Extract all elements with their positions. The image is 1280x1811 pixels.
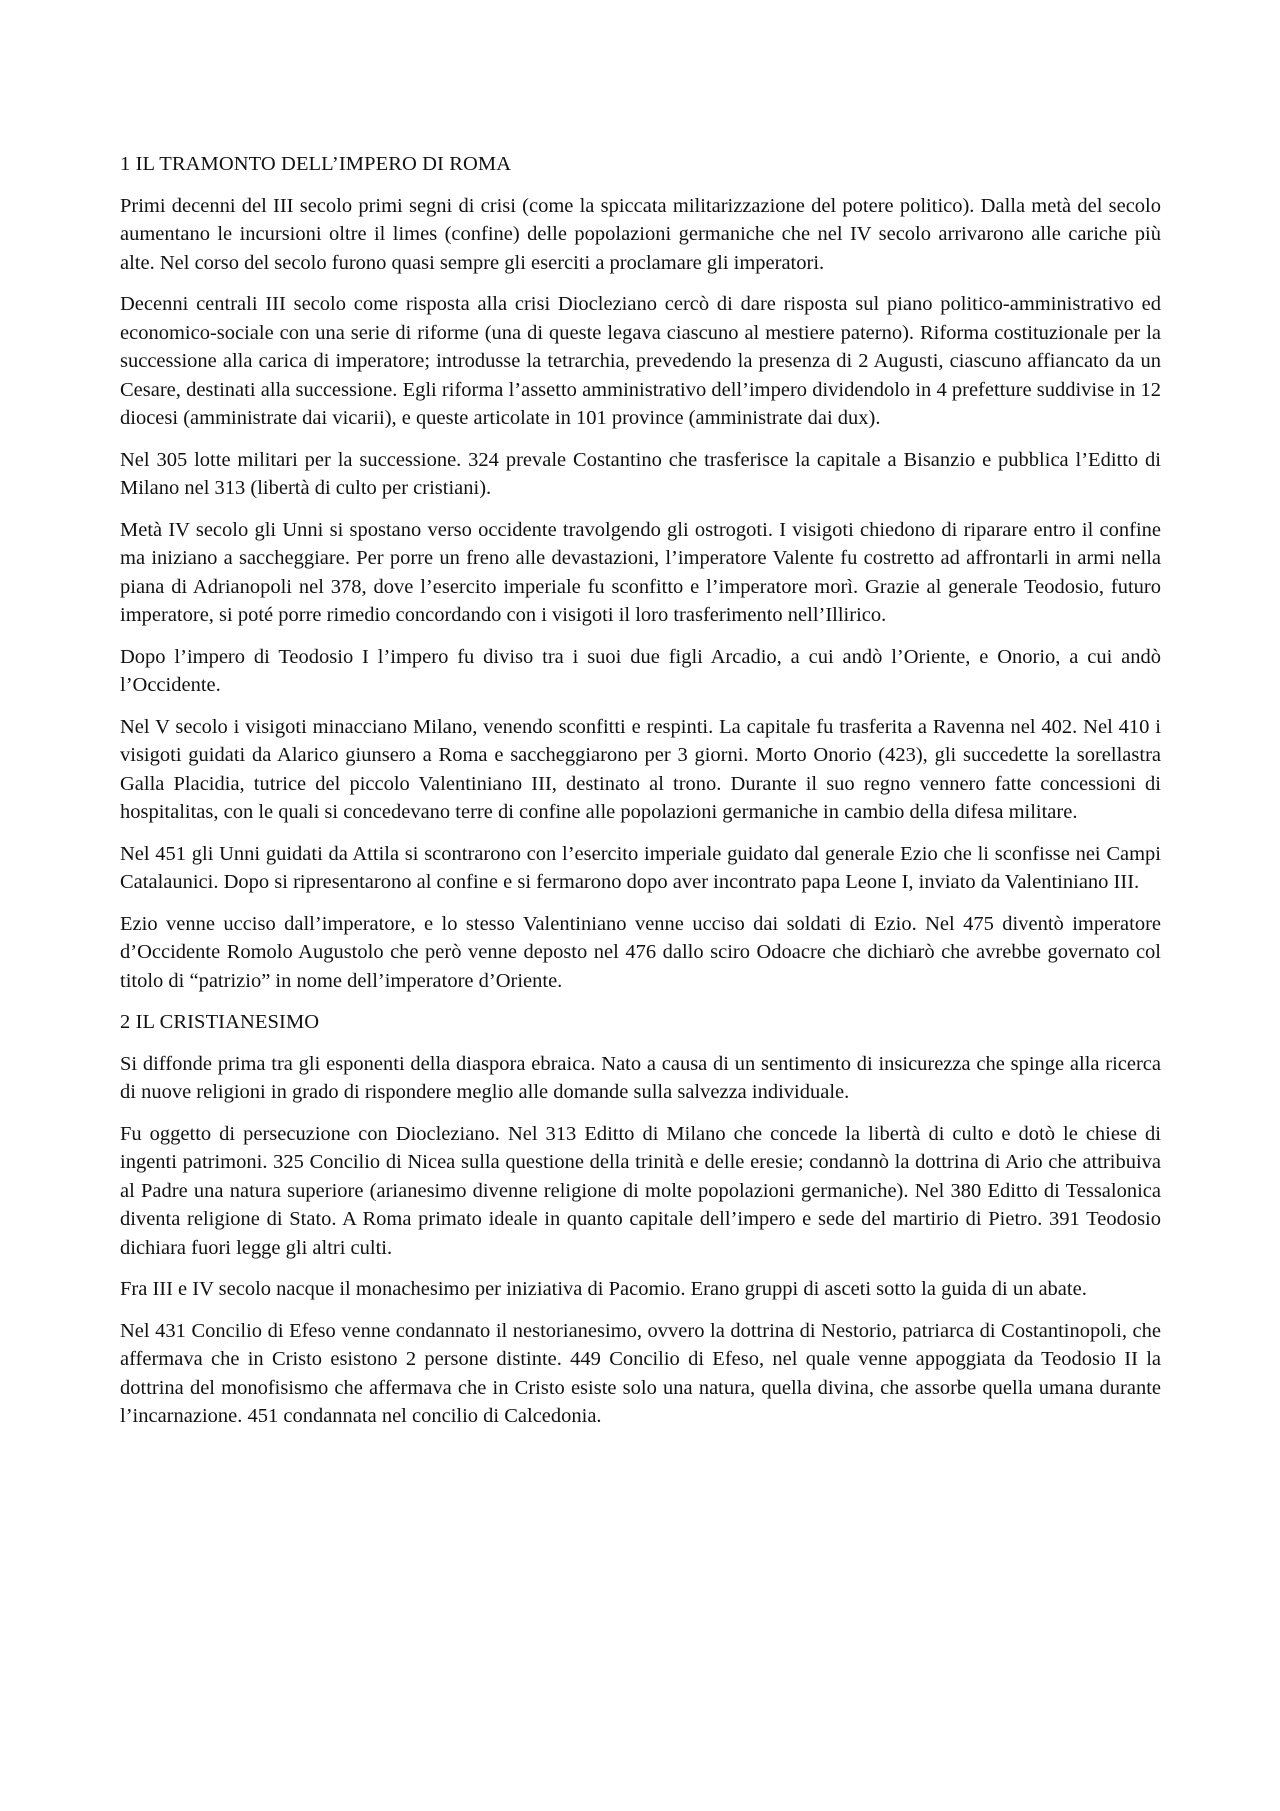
paragraph: Dopo l’impero di Teodosio I l’impero fu diviso tra i suoi due figli Arcadio, a cui andò l’Oriente, e Onorio, a cui andò l’Occidente.	[120, 645, 1161, 696]
paragraph: Nel V secolo i visigoti minacciano Milano, venendo sconfitti e respinti. La capitale fu trasferita a Ravenna nel 402. Nel 410 i visigoti guidati da Alarico giunsero a Roma e saccheggiarono per 3 giorni. Morto Onorio (423), gli succedette la sorellastra Galla Placidia, tutrice del piccolo Valentiniano III, destinato al trono. Durante il suo regno vennero fatte concessioni di hospitalitas, con le quali si concedevano terre di confine alle popolazioni germaniche in cambio della difesa militare.	[120, 715, 1161, 823]
paragraph: Si diffonde prima tra gli esponenti della diaspora ebraica. Nato a causa di un sentimento di insicurezza che spinge alla ricerca di nuove religioni in grado di rispondere meglio alle domande sulla salvezza individuale.	[120, 1052, 1161, 1103]
paragraph: Fu oggetto di persecuzione con Diocleziano. Nel 313 Editto di Milano che concede la libertà di culto e dotò le chiese di ingenti patrimoni. 325 Concilio di Nicea sulla questione della trinità e delle eresie; condannò la dottrina di Ario che attribuiva al Padre una natura superiore (arianesimo divenne religione di molte popolazioni germaniche). Nel 380 Editto di Tessalonica diventa religione di Stato. A Roma primato ideale in quanto capitale dell’impero e sede del martirio di Pietro. 391 Teodosio dichiara fuori legge gli altri culti.	[120, 1122, 1161, 1259]
paragraph: Ezio venne ucciso dall’imperatore, e lo stesso Valentiniano venne ucciso dai soldati di Ezio. Nel 475 diventò imperatore d’Occidente Romolo Augustolo che però venne deposto nel 476 dallo sciro Odoacre che dichiarò che avrebbe governato col titolo di “patrizio” in nome dell’imperatore d’Oriente.	[120, 912, 1161, 992]
section-heading-2: 2 IL CRISTIANESIMO	[120, 1011, 320, 1033]
document-page	[120, 150, 1161, 1444]
paragraph: Metà IV secolo gli Unni si spostano verso occidente travolgendo gli ostrogoti. I visigoti chiedono di riparare entro il confine ma iniziano a saccheggiare. Per porre un freno alle devastazioni, l’imperatore Valente fu costretto ad affrontarli in armi nella piana di Adrianopoli nel 378, dove l’esercito imperiale fu sconfitto e l’imperatore morì. Grazie al generale Teodosio, futuro imperatore, si poté porre rimedio concordando con i visigoti il loro trasferimento nell’Illirico.	[120, 518, 1161, 626]
paragraph: Primi decenni del III secolo primi segni di crisi (come la spiccata militarizzazione del potere politico). Dalla metà del secolo aumentano le incursioni oltre il limes (confine) delle popolazioni germaniche che nel IV secolo arrivarono alle cariche più alte. Nel corso del secolo furono quasi sempre gli eserciti a proclamare gli imperatori.	[120, 194, 1161, 274]
paragraph: Nel 305 lotte militari per la successione. 324 prevale Costantino che trasferisce la capitale a Bisanzio e pubblica l’Editto di Milano nel 313 (libertà di culto per cristiani).	[120, 448, 1161, 499]
paragraph: Nel 451 gli Unni guidati da Attila si scontrarono con l’esercito imperiale guidato dal generale Ezio che li sconfisse nei Campi Catalaunici. Dopo si ripresentarono al confine e si fermarono dopo aver incontrato papa Leone I, inviato da Valentiniano III.	[120, 842, 1161, 893]
paragraph: Fra III e IV secolo nacque il monachesimo per iniziativa di Pacomio. Erano gruppi di asceti sotto la guida di un abate.	[120, 1278, 1087, 1300]
paragraph: Decenni centrali III secolo come risposta alla crisi Diocleziano cercò di dare risposta sul piano politico-amministrativo ed economico-sociale con una serie di riforme (una di queste legava ciascuno al mestiere paterno). Riforma costituzionale per la successione alla carica di imperatore; introdusse la tetrarchia, prevedendo la presenza di 2 Augusti, ciascuno affiancato da un Cesare, destinati alla successione. Egli riforma l’assetto amministrativo dell’impero dividendolo in 4 prefetture suddivise in 12 diocesi (amministrate dai vicarii), e queste articolate in 101 province (amministrate dai dux).	[120, 293, 1161, 429]
section-heading-1: 1 IL TRAMONTO DELL’IMPERO DI ROMA	[120, 153, 512, 175]
paragraph: Nel 431 Concilio di Efeso venne condannato il nestorianesimo, ovvero la dottrina di Nestorio, patriarca di Costantinopoli, che affermava che in Cristo esistono 2 persone distinte. 449 Concilio di Efeso, nel quale venne appoggiata da Teodosio II la dottrina del monofisismo che affermava che in Cristo esiste solo una natura, quella divina, che assorbe quella umana durante l’incarnazione. 451 condannata nel concilio di Calcedonia.	[120, 1319, 1161, 1427]
